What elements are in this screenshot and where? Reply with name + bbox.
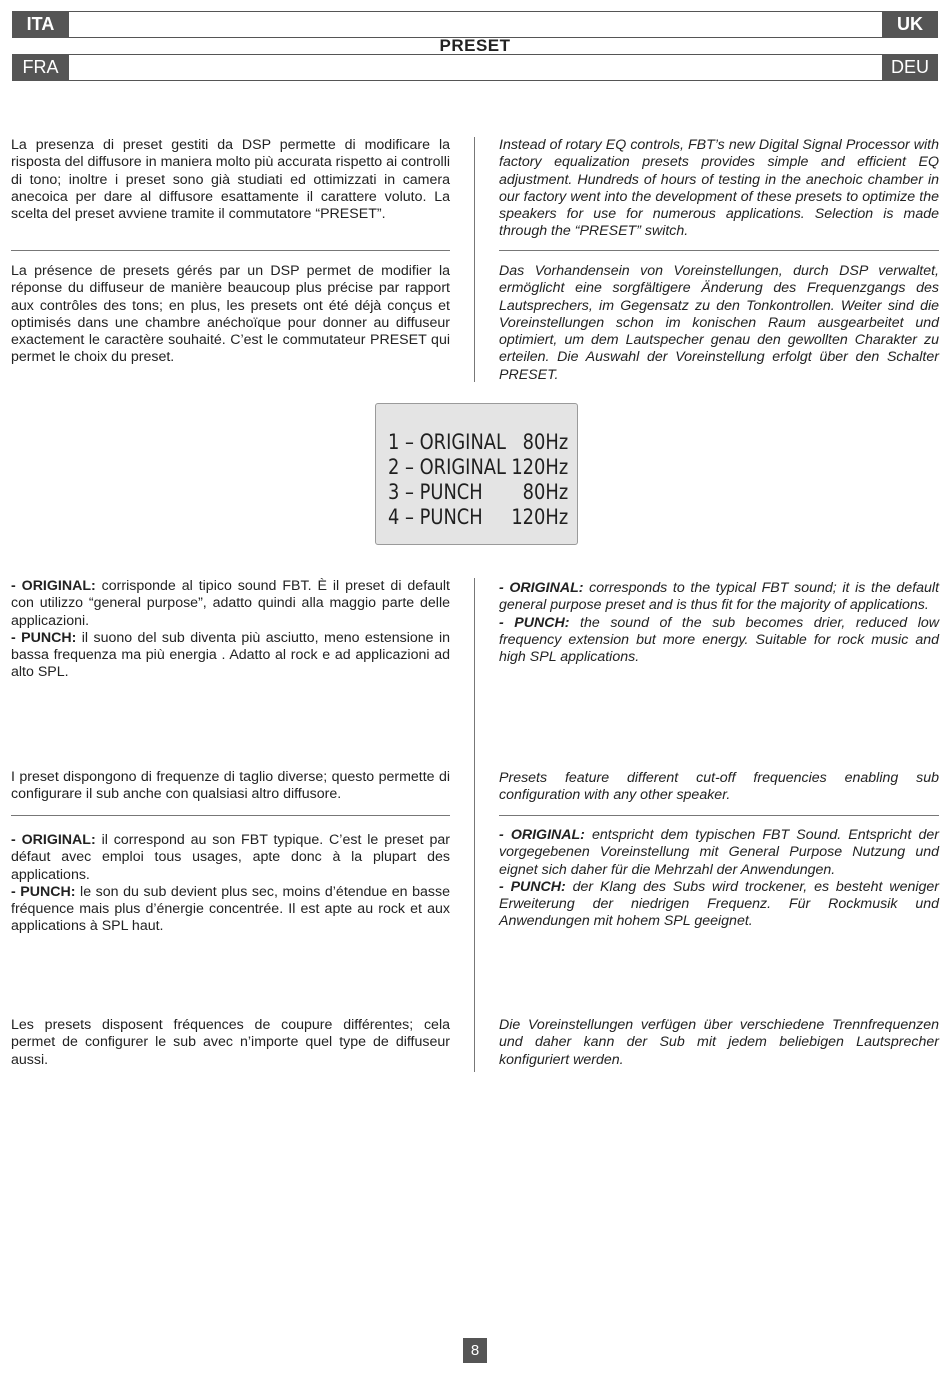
cutoff-ita-text: I preset dispongono di frequenze di taglio diverse; questo permette di configurare il sub anche con qualsiasi altro diffusore. [11, 769, 450, 803]
separator-right-1 [499, 250, 939, 251]
display-row-4 [388, 505, 569, 530]
display-row-4-label: 4 – PUNCH [388, 505, 483, 529]
cutoff-fra [11, 1017, 450, 1069]
language-tag-uk: UK [882, 11, 938, 38]
display-row-2-freq: 120Hz [511, 455, 569, 479]
deu-original-label: - ORIGINAL: [499, 827, 585, 843]
header-bar-bottom [12, 54, 938, 81]
intro-uk [499, 137, 939, 241]
display-row-2 [388, 455, 569, 480]
intro-deu-text: Das Vorhandensein von Voreinstellungen, durch DSP verwaltet, ermöglicht eine sorgfältigere Änderung des Frequenzgangs des Lautsprechers, im Gegensatz zu den Tonkontrollen. Weiter sind die Voreinstellungen schon im konischen Raum ausgearbeitet und optimiert, um dem Lautspecher genau den gewollten Charakter zu erteilen. Die Auswahl der Voreinstellung erfolgt über den Schalter PRESET. [499, 263, 939, 383]
cutoff-ita [11, 769, 450, 804]
cutoff-uk-text: Presets feature different cut-off frequencies enabling sub configuration with any other speaker. [499, 770, 939, 804]
presets-deu [499, 827, 939, 931]
display-row-1 [388, 430, 569, 455]
intro-fra [11, 263, 450, 367]
fra-original-label: - ORIGINAL: [11, 832, 96, 848]
uk-original-text: corresponds to the typical FBT sound; it is the default general purpose preset and is thus fit for the majority of applications. [499, 580, 940, 614]
uk-punch-label: - PUNCH: [499, 614, 570, 631]
ita-punch-text: il suono del sub diventa più asciutto, meno estensione in bassa frequenza ma più energia . Adatto al rock e ad applicazioni ad alto SPL. [11, 629, 451, 681]
display-row-3-freq: 80Hz [522, 480, 569, 504]
separator-right-2 [499, 815, 939, 816]
separator-left-1 [11, 250, 450, 251]
cutoff-uk [499, 770, 939, 805]
column-divider-top [474, 137, 475, 382]
deu-punch-label: - PUNCH: [499, 878, 566, 895]
fra-punch-text: le son du sub devient plus sec, moins d’étendue en basse fréquence mais plus d’énergie concentrée. Il est apte au rock et aux applications à SPL haut. [11, 883, 450, 935]
page-number: 8 [463, 1338, 487, 1363]
intro-ita-text: La presenza di preset gestiti da DSP permette di modificare la risposta del diffusore in maniera molto più accurata rispetto ai controlli di tono; inoltre i preset sono già studiati ed ottimizzati in camera anecoica per dare al diffusore esattamente il carattere voluto. La scelta del preset avviene tramite il commutatore “PRESET”. [11, 137, 450, 223]
column-divider-bottom [474, 578, 475, 1072]
cutoff-deu [499, 1017, 939, 1069]
display-row-2-label: 2 – ORIGINAL [388, 455, 506, 479]
page-title: PRESET [439, 36, 511, 55]
display-row-4-freq: 120Hz [511, 505, 569, 529]
fra-original-text: il correspond au son FBT typique. C’est le preset par défaut avec emploi tous usages, apte donc à la plupart des applications. [11, 832, 451, 883]
intro-deu [499, 263, 939, 384]
uk-punch-text: the sound of the sub becomes drier, reduced low frequency extension but more energy. Suitable for rock music and high SPL applications. [499, 614, 940, 666]
display-row-3-label: 3 – PUNCH [388, 480, 483, 504]
language-tag-deu: DEU [882, 54, 938, 81]
intro-uk-text: Instead of rotary EQ controls, FBT’s new Digital Signal Processor with factory equalization presets provides simple and efficient EQ adjustment. Hundreds of hours of testing in the anechoic chamber in our factory went into the development of these presets to optimize the speakers for use for numerous applications. Selection is made through the “PRESET” switch. [499, 137, 939, 240]
display-row-3 [388, 480, 569, 505]
intro-ita [11, 137, 450, 223]
presets-ita [11, 578, 450, 682]
ita-original-label: - ORIGINAL: [11, 578, 96, 594]
deu-punch-text: der Klang des Subs wird trockener, es besteht weniger Erweiterung der niedrigen Frequenz. Für Rockmusik und Anwendungen mit hohem SPL geeignet. [499, 878, 940, 930]
ita-original-text: corrisponde al tipico sound FBT. È il preset di default con utilizzo “general purpose”, adatto quindi alla maggio parte delle applicazioni. [11, 578, 451, 629]
display-row-1-freq: 80Hz [522, 430, 569, 454]
preset-display [375, 403, 578, 545]
display-row-1-label: 1 – ORIGINAL [388, 430, 506, 454]
presets-uk [499, 580, 939, 666]
ita-punch-label: - PUNCH: [11, 629, 77, 646]
cutoff-deu-text: Die Voreinstellungen verfügen über verschiedene Trennfrequenzen und daher kann der Sub mit jedem beliebigen Lautsprecher konfiguriert werden. [499, 1017, 939, 1068]
language-tag-ita: ITA [12, 11, 69, 38]
deu-original-text: entspricht dem typischen FBT Sound. Entspricht der vorgegebenen Voreinstellung mit General Purpose Nutzung und eignet sich daher für die Mehrzahl der Anwendungen. [499, 827, 939, 878]
separator-left-2 [11, 815, 450, 816]
cutoff-fra-text: Les presets disposent fréquences de coupure différentes; cela permet de configurer le sub avec n’importe quel type de diffuseur aussi. [11, 1017, 450, 1068]
uk-original-label: - ORIGINAL: [499, 580, 584, 596]
presets-fra [11, 832, 450, 936]
fra-punch-label: - PUNCH: [11, 883, 76, 900]
intro-fra-text: La présence de presets gérés par un DSP permet de modifier la réponse du diffuseur de manière beaucoup plus précise par rapport aux contrôles des tons; en plus, les presets ont été déjà conçus et optimisés dans une chambre anéchoïque pour donner au diffuseur exactement le caractère souhaité. C’est le commutateur PRESET qui permet le choix du preset. [11, 263, 450, 366]
language-tag-fra: FRA [12, 54, 69, 81]
header-bar-top [12, 11, 938, 38]
